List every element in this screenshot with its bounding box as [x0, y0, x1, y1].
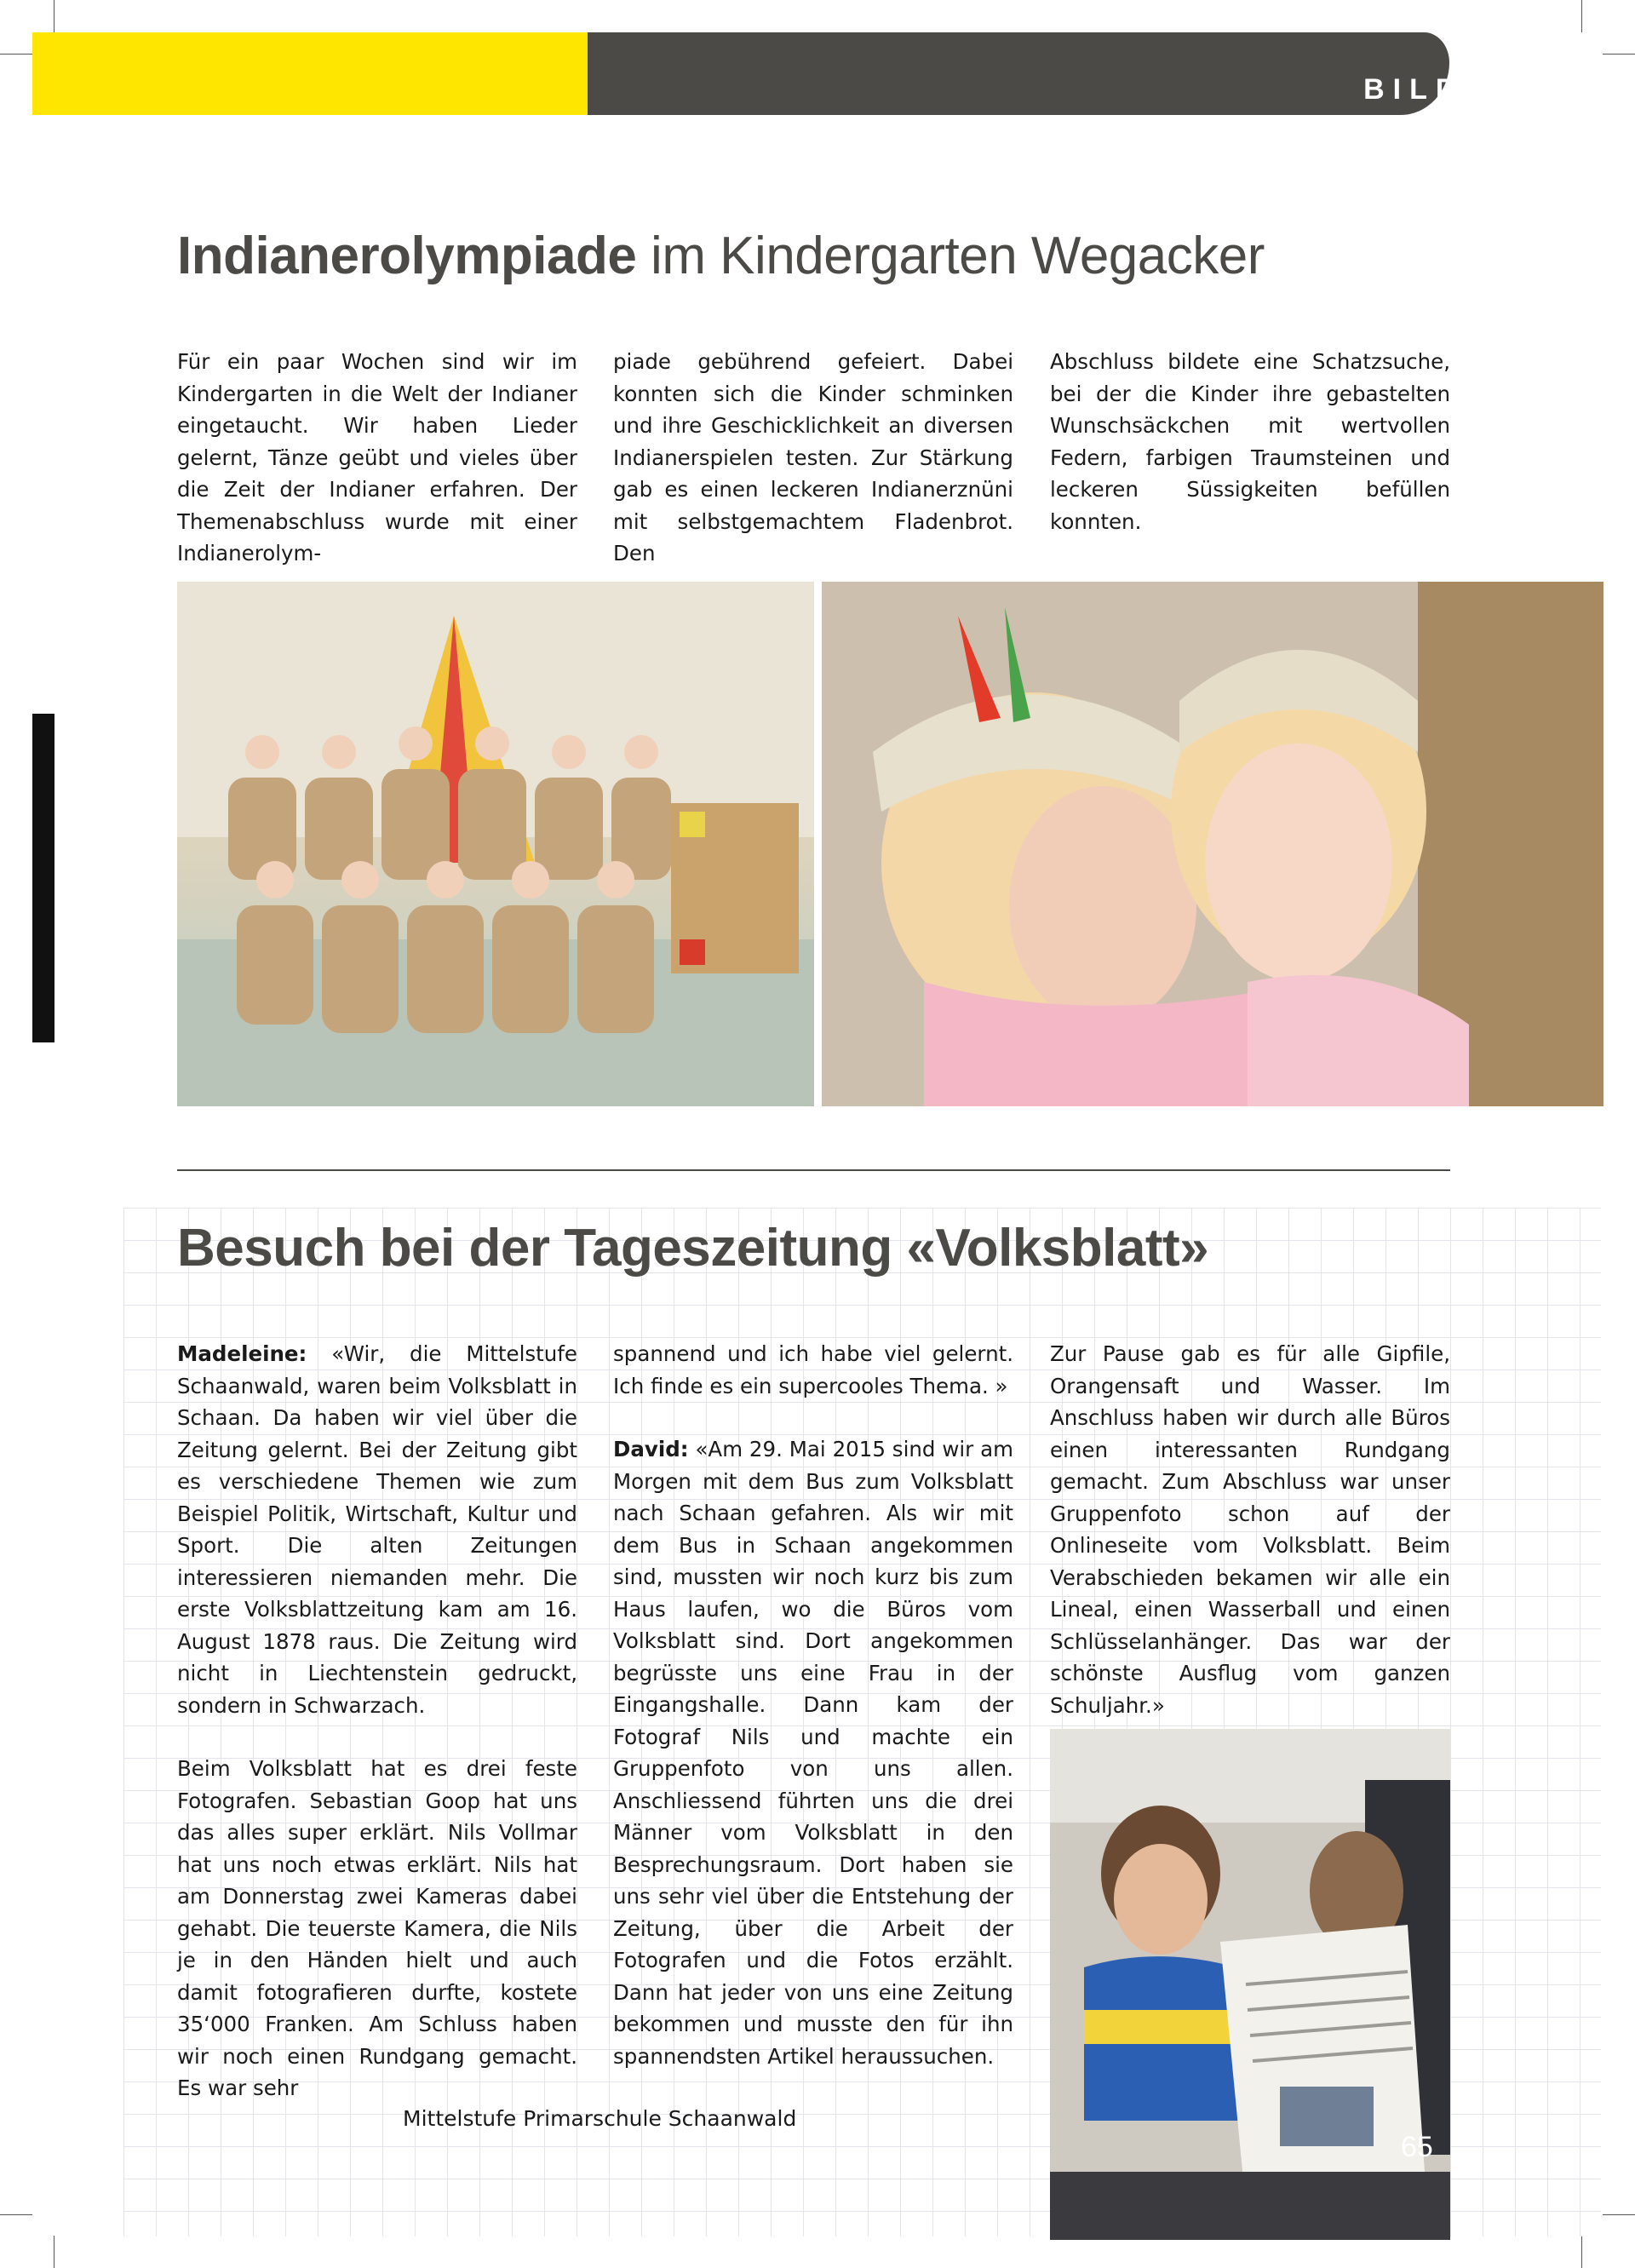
article-column	[177, 1338, 577, 2104]
group-photo	[177, 582, 814, 1106]
paragraph: Zur Pause gab es für alle Gipfile, Orangensaft und Wasser. Im Anschluss haben wir durch alle Büros einen interessanten Rundgang gemacht. Zum Abschluss war unser Gruppenfoto schon auf der Onlineseite vom Volksblatt. Beim Verabschieden bekamen wir alle ein Lineal, einen Wasserball und einen Schlüsselanhänger. Das war der schönste Ausflug vom ganzen Schuljahr.»	[1050, 1341, 1450, 1718]
paragraph: Abschluss bildete eine Schatzsuche, bei der die Kinder ihre gebastelten Wunschsäckchen mit wertvollen Federn, farbigen Traumsteinen und leckeren Süssigkeiten befüllen konnten.	[1050, 349, 1450, 534]
section-divider	[177, 1169, 1450, 1171]
paragraph: spannend und ich habe viel gelernt. Ich finde es ein supercooles Thema. »	[613, 1341, 1013, 1398]
crop-mark	[1581, 0, 1582, 32]
article-column	[1050, 346, 1450, 537]
paragraph	[177, 1338, 577, 1721]
face-painting-illustration	[822, 582, 1603, 1106]
article-column	[1050, 1338, 1450, 1721]
paragraph: Beim Volksblatt hat es drei feste Fotografen. Sebastian Goop hat uns das alles super erklärt. Nils Vollmar hat uns noch etwas erklärt. Nils hat am Donnerstag zwei Kameras dabei gehabt. Die teuerste Kamera, die Nils je in den Händen hielt und auch damit fotografieren durfte, kostete 35‘000 Franken. Am Schluss haben wir noch einen Rundgang gemacht. Es war sehr	[177, 1756, 577, 2100]
face-painting-photo	[822, 582, 1603, 1106]
speaker-name: David:	[613, 1437, 689, 1461]
paragraph	[613, 1433, 1013, 2072]
article-column	[613, 1338, 1013, 2072]
speaker-name: Madeleine:	[177, 1341, 307, 1366]
paragraph-text: «Wir, die Mittelstufe Schaanwald, waren beim Volksblatt in Schaan. Da haben wir viel über die Zeitung gelernt. Bei der Zeitung gibt es verschiedene Themen wie zum Beispiel Politik, Wirtschaft, Kultur und Sport. Die alten Zeitungen interessieren niemanden mehr. Die erste Volksblattzeitung kam am 16. August 1878 raus. Die Zeitung wird nicht in Liechtenstein gedruckt, sondern in Schwarzach.	[177, 1341, 577, 1718]
article-column	[177, 346, 577, 570]
article-credit: Mittelstufe Primarschule Schaanwald	[403, 2106, 797, 2131]
group-photo-illustration	[177, 582, 814, 1106]
crop-mark	[1603, 2214, 1635, 2215]
crop-mark	[1603, 54, 1635, 55]
paragraph: piade gebührend gefeiert. Dabei konnten sich die Kinder schminken und ihre Geschicklichkeit an diversen Indianerspielen testen. Zur Stärkung gab es einen leckeren Indianerznüni mit selbstgemachtem Fladenbrot. Den	[613, 349, 1013, 566]
article-title-rest: im Kindergarten Wegacker	[636, 227, 1265, 285]
page-number: 65	[1401, 2131, 1433, 2163]
newspaper-reading-photo	[1050, 1729, 1450, 2240]
section-label: BILDUNG	[1363, 73, 1555, 106]
left-edge-tab	[32, 714, 54, 1042]
crop-mark	[1581, 2236, 1582, 2268]
paragraph: Für ein paar Wochen sind wir im Kindergarten in die Welt der Indianer eingetaucht. Wir haben Lieder gelernt, Tänze geübt und vieles über die Zeit der Indianer erfahren. Der Themenabschluss wurde mit einer Indianerolym-	[177, 349, 577, 566]
article-title: Besuch bei der Tageszeitung «Volksblatt»	[177, 1219, 1209, 1278]
article-title	[177, 226, 1265, 286]
header-dark-bar	[588, 32, 1449, 115]
newspaper-reading-illustration	[1050, 1729, 1450, 2240]
crop-mark	[0, 54, 32, 55]
paragraph-text: «Am 29. Mai 2015 sind wir am Morgen mit dem Bus zum Volksblatt nach Schaan gefahren. Als wir mit dem Bus in Schaan angekommen sind, mussten wir noch kurz bis zum Haus laufen, wo die Büros vom Volksblatt sind. Dort angekommen begrüsste uns eine Frau in der Eingangshalle. Dann kam der Fotograf Nils und machte ein Gruppenfoto von uns allen. Anschliessend führten uns die drei Männer vom Volksblatt in den Besprechungsraum. Dort haben sie uns sehr viel über die Entstehung der Zeitung, über die Arbeit der Fotografen und die Fotos erzählt. Dann hat jeder von uns eine Zeitung bekommen und musste den für ihn spannendsten Artikel heraussuchen.	[613, 1437, 1013, 2069]
header-yellow-bar	[32, 32, 588, 115]
article-column	[613, 346, 1013, 570]
crop-mark	[0, 2214, 32, 2215]
article-title-bold: Indianerolympiade	[177, 227, 637, 285]
